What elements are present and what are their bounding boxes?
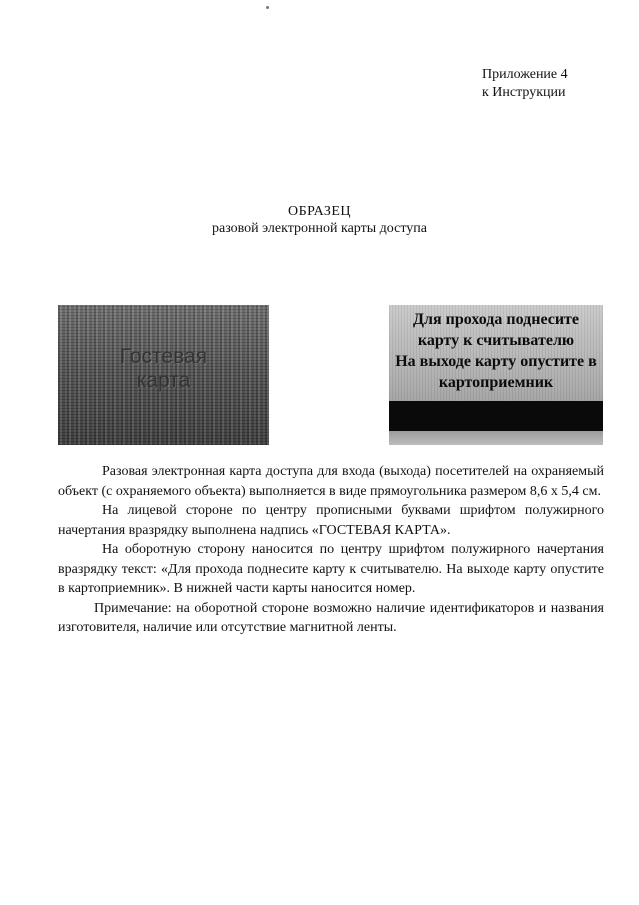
card-back-bottom-band (389, 431, 603, 445)
card-back-line-3: На выходе карту опустите в (395, 353, 597, 370)
paragraph-back-side: На оборотную сторону наносится по центру шрифтом полужирного начертания вразрядку текст: «Для прохода поднесите карту к считывателю. На выходе карту опустите в картоприемник». В нижней части карты наносится номер. (58, 542, 604, 596)
magnetic-stripe (389, 401, 603, 431)
card-front-line-1: Гостевая (119, 345, 208, 368)
appendix-note (482, 66, 568, 102)
card-back-text (389, 309, 603, 393)
appendix-line-2: к Инструкции (482, 85, 566, 100)
card-front-image (58, 305, 269, 445)
card-back-line-4: картоприемник (438, 374, 554, 391)
card-back-image (389, 305, 603, 445)
paragraph-card-size: Разовая электронная карта доступа для входа (выхода) посетителей на охраняемый объект (с охраняемого объекта) выполняется в виде прямоугольника размером 8,6 x 5,4 см. (58, 464, 604, 499)
scan-dot (266, 6, 269, 9)
paragraph-note: Примечание: на оборотной стороне возможно наличие идентификаторов и названия изготовителя, наличие или отсутствие магнитной ленты. (58, 600, 604, 635)
document-title: ОБРАЗЕЦ (287, 204, 352, 219)
appendix-line-1: Приложение 4 (482, 67, 568, 82)
card-front-line-2: карта (136, 369, 191, 392)
card-back-line-2: карту к считывателю (417, 332, 575, 349)
document-body (58, 462, 604, 638)
document-subtitle: разовой электронной карты доступа (212, 221, 427, 236)
document-heading (0, 203, 639, 237)
card-back-line-1: Для прохода поднесите (412, 311, 580, 328)
paragraph-front-side: На лицевой стороне по центру прописными буквами шрифтом полужирного начертания вразрядку выполнена надпись «ГОСТЕВАЯ КАРТА». (58, 503, 604, 538)
card-front-text (58, 345, 269, 393)
